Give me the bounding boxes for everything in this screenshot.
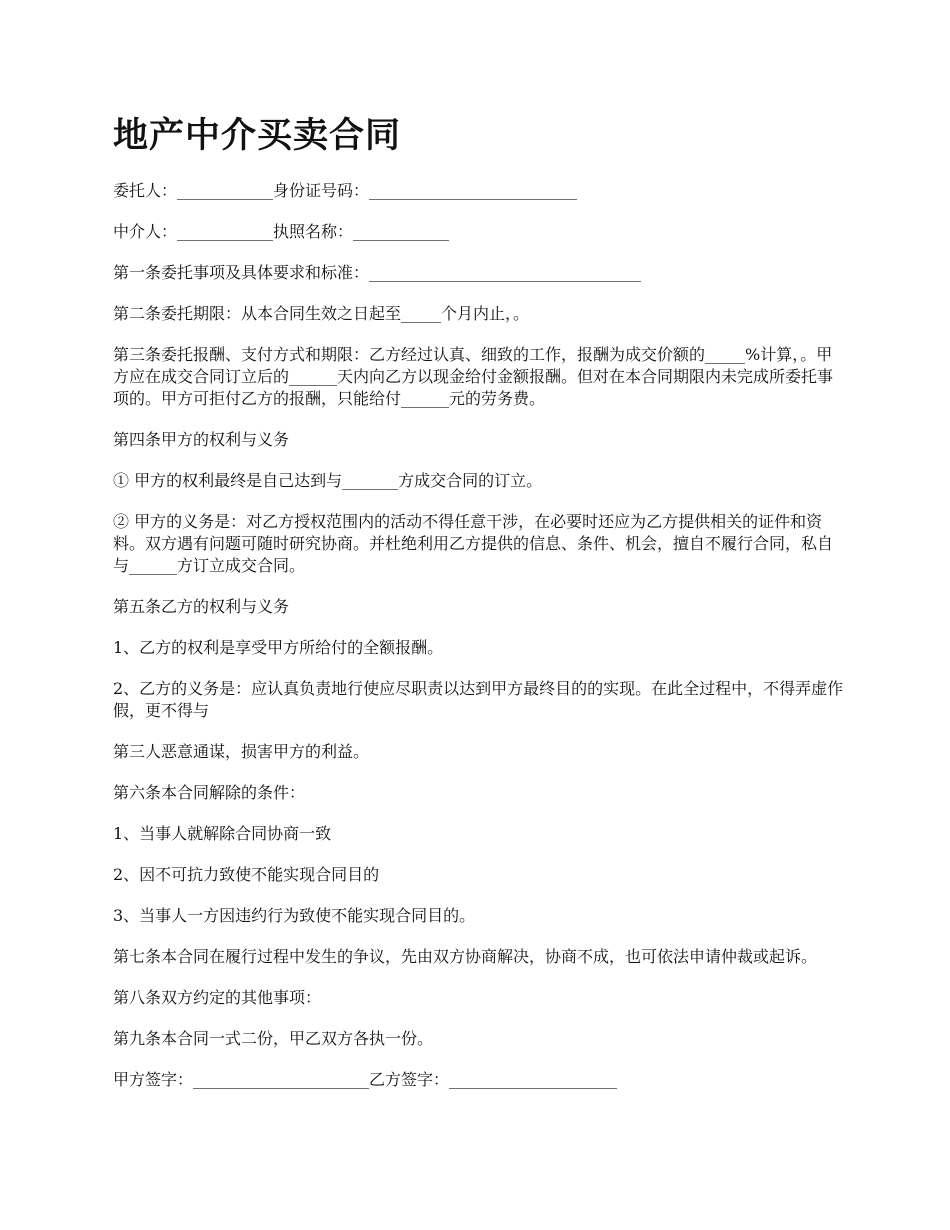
article-2: 第二条委托期限：从本合同生效之日起至_____个月内止，。 bbox=[113, 304, 530, 323]
article-3: 第三条委托报酬、支付方式和期限：乙方经过认真、细致的工作，报酬为成交价额的_____%计算，。甲方应在成交合同订立后的______天内向乙方以现金给付金额报酬。但对在本合同期限内未完成所委托事项的。甲方可拒付乙方的报酬，只能给付______元的劳务费。 bbox=[113, 345, 834, 408]
article-6-item-1: 1、当事人就解除合同协商一致 bbox=[113, 824, 332, 843]
article-5-heading: 第五条乙方的权利与义务 bbox=[113, 597, 290, 616]
article-4-item-1: ① 甲方的权利最终是自己达到与_______方成交合同的订立。 bbox=[113, 471, 543, 490]
article-4-item-2: ② 甲方的义务是：对乙方授权范围内的活动不得任意干涉，在必要时还应为乙方提供相关的证件和资料。双方遇有问题可随时研究协商。并杜绝利用乙方提供的信息、条件、机会，擅自不履行合同，私自与______方订立成交合同。 bbox=[113, 512, 834, 575]
article-9: 第九条本合同一式二份，甲乙双方各执一份。 bbox=[113, 1029, 434, 1048]
article-6-item-2: 2、因不可抗力致使不能实现合同目的 bbox=[113, 865, 380, 884]
article-7: 第七条本合同在履行过程中发生的争议，先由双方协商解决，协商不成，也可依法申请仲裁或起诉。 bbox=[113, 947, 818, 966]
article-5-item-2-cont: 第三人恶意通谋，损害甲方的利益。 bbox=[113, 742, 370, 761]
article-5-item-2: 2、乙方的义务是：应认真负责地行使应尽职责以达到甲方最终目的的实现。在此全过程中，不得弄虚作假，更不得与 bbox=[113, 679, 844, 720]
document-page bbox=[113, 112, 848, 1110]
document-title: 地产中介买卖合同 bbox=[113, 116, 402, 156]
article-6-heading: 第六条本合同解除的条件： bbox=[113, 783, 306, 802]
article-6-item-3: 3、当事人一方因违约行为致使不能实现合同目的。 bbox=[113, 906, 476, 925]
signature-line: 甲方签字：______________________乙方签字：_____________________ bbox=[113, 1070, 618, 1089]
agent-line: 中介人：____________执照名称：____________ bbox=[113, 222, 450, 241]
article-8: 第八条双方约定的其他事项： bbox=[113, 988, 322, 1007]
article-1: 第一条委托事项及具体要求和标准：__________________________________ bbox=[113, 263, 642, 282]
article-4-heading: 第四条甲方的权利与义务 bbox=[113, 430, 290, 449]
article-5-item-1: 1、乙方的权利是享受甲方所给付的全额报酬。 bbox=[113, 638, 444, 657]
principal-line: 委托人：____________身份证号码：__________________________ bbox=[113, 181, 578, 200]
